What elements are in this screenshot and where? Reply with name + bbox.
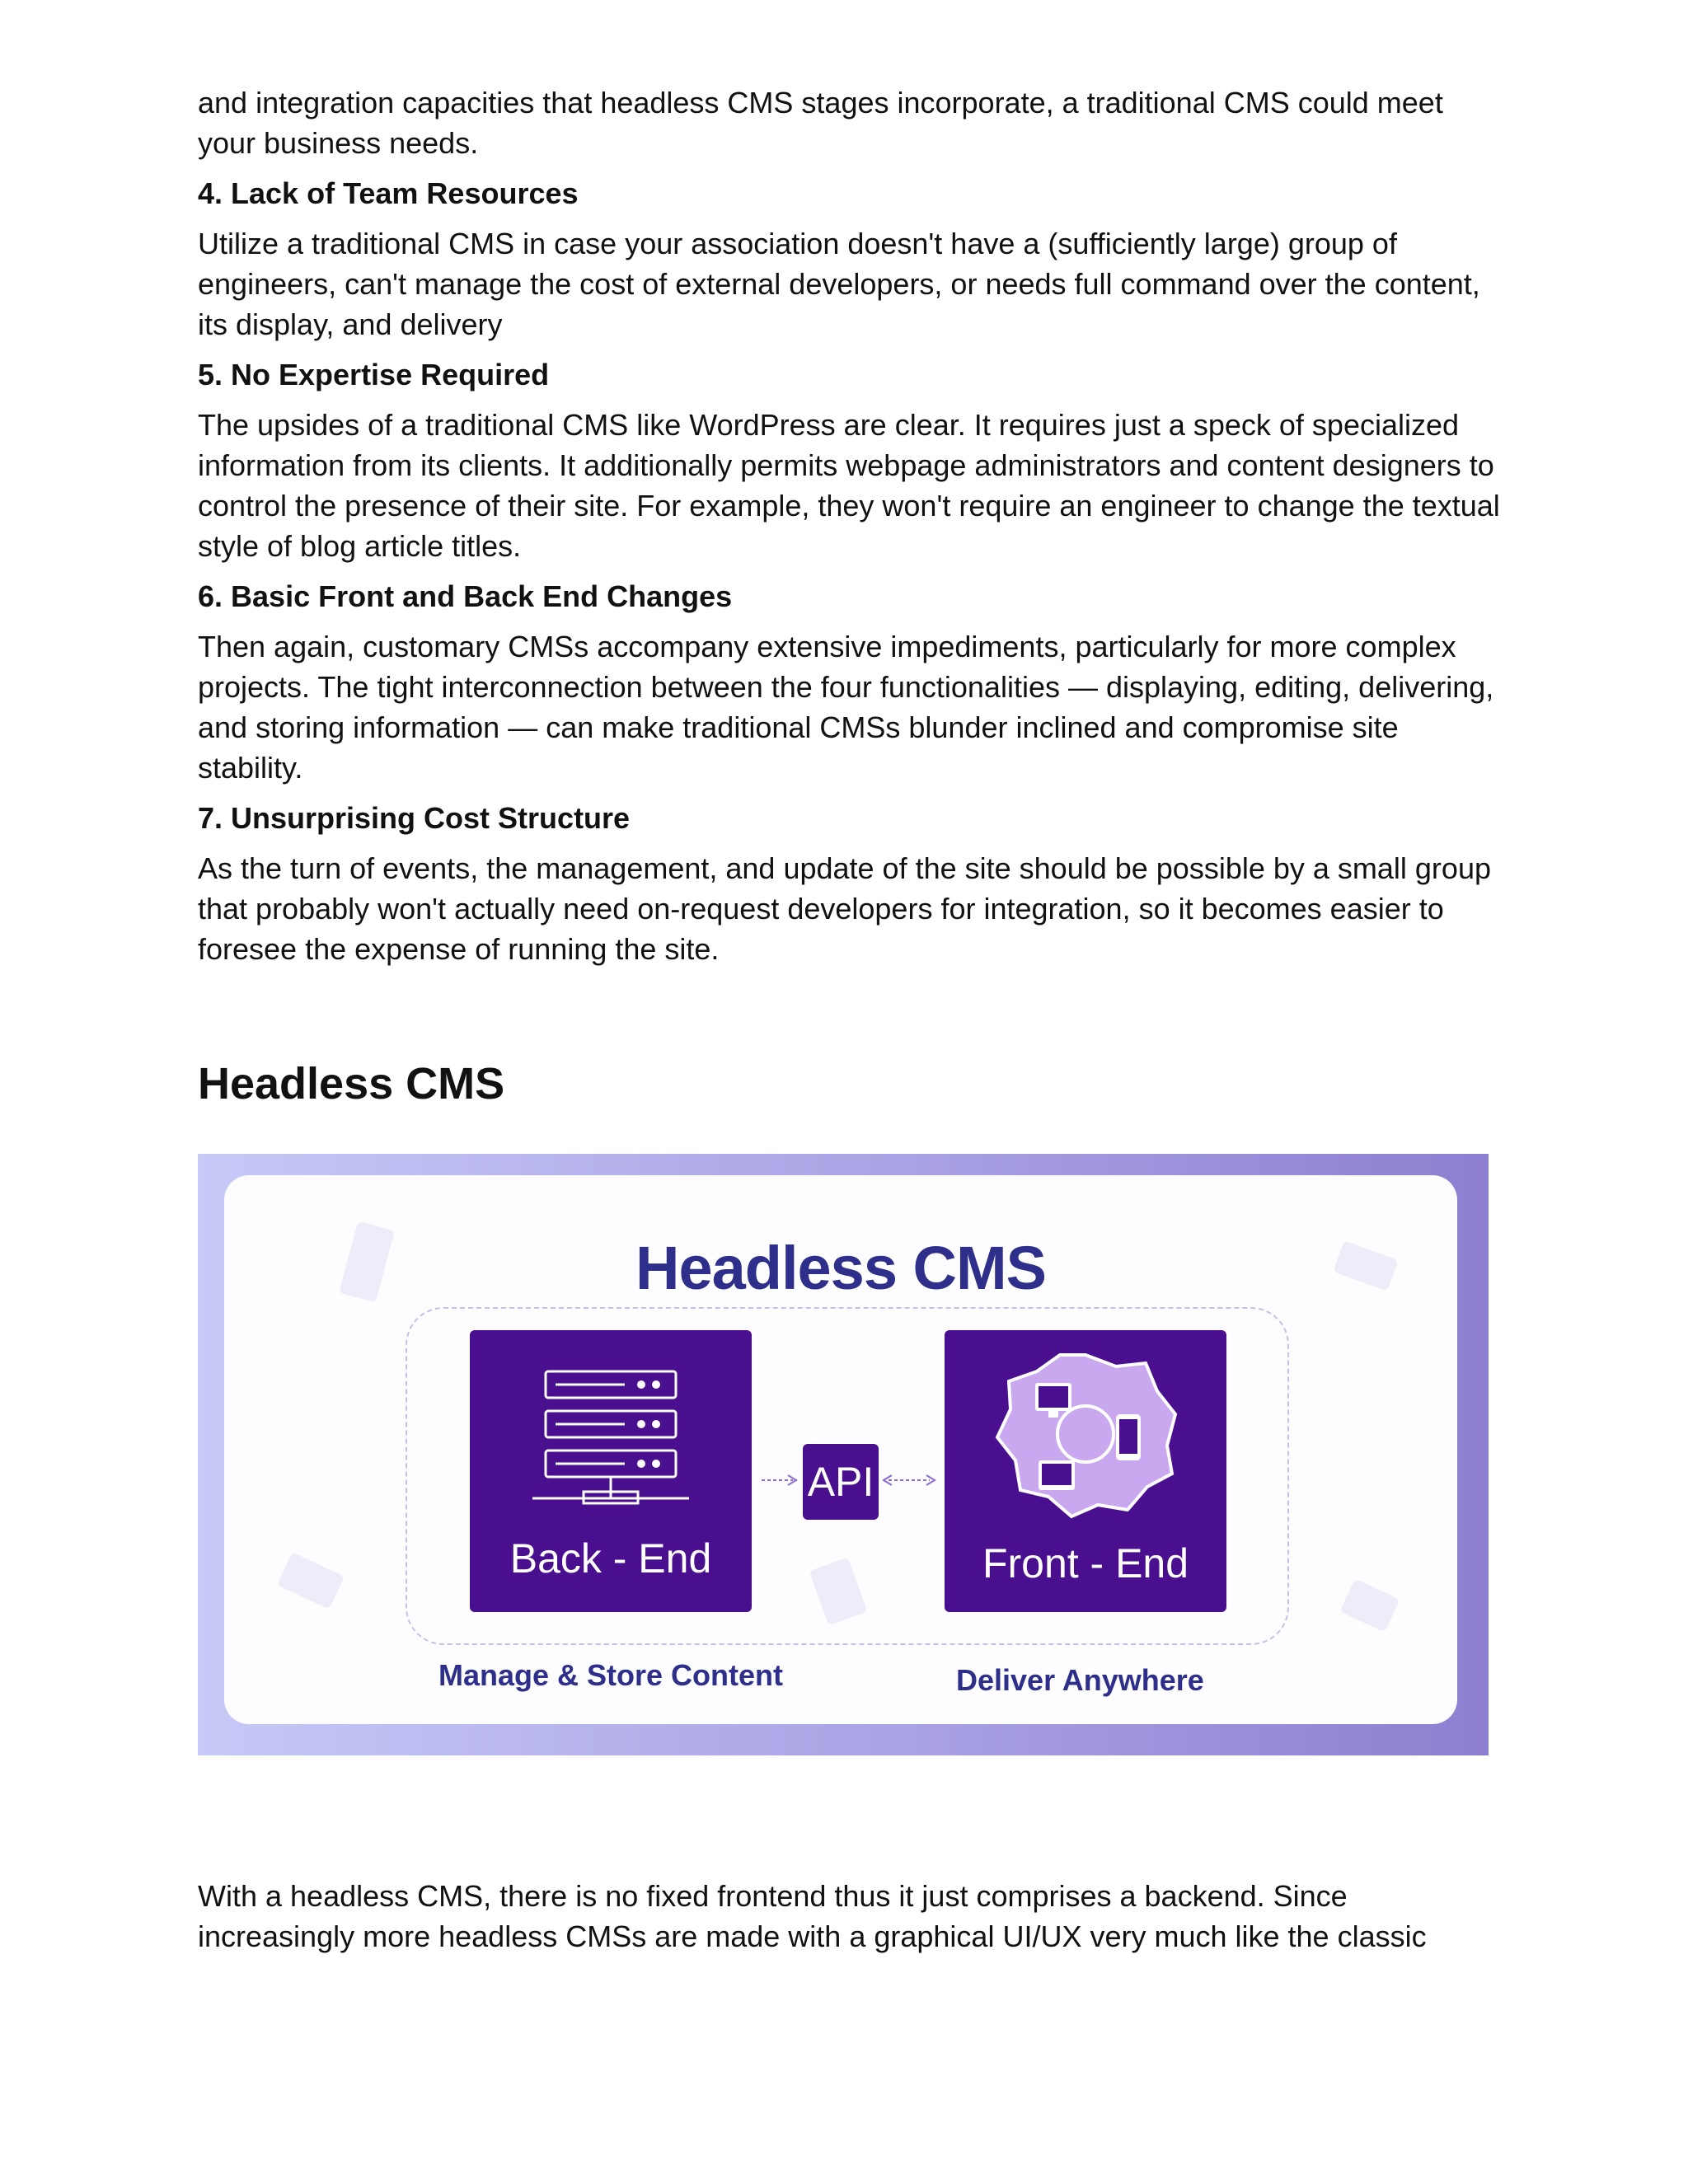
- backend-box: [470, 1330, 752, 1612]
- devices-icon: [992, 1348, 1179, 1521]
- figure-title: Headless CMS: [635, 1234, 1046, 1302]
- caption-manage-store: Manage & Store Content: [438, 1658, 784, 1692]
- section-heading: 5. No Expertise Required: [198, 358, 550, 391]
- section-heading: 4. Lack of Team Resources: [198, 176, 579, 210]
- section-heading: 6. Basic Front and Back End Changes: [198, 579, 733, 613]
- caption-deliver-anywhere: Deliver Anywhere: [956, 1663, 1204, 1697]
- server-icon: [532, 1363, 689, 1511]
- frontend-label: Front - End: [982, 1540, 1189, 1586]
- figure-card: [224, 1175, 1457, 1724]
- closing-paragraph: With a headless CMS, there is no fixed frontend thus it just comprises a backend. Since increasingly more headless CMSs are made with a graphical UI/UX very much like the classic: [198, 1879, 1427, 1953]
- document-body: [198, 82, 1500, 969]
- headless-cms-heading: Headless CMS: [198, 1059, 505, 1108]
- double-arrow-icon: [882, 1472, 936, 1488]
- section-body: Then again, customary CMSs accompany extensive impediments, particularly for more complex projects. The tight interconnection between the four functionalities — displaying, editing, delivering, and storing information — can make traditional CMSs blunder inclined and compromise site stability.: [198, 630, 1494, 785]
- backend-label: Back - End: [509, 1535, 712, 1582]
- section-heading: 7. Unsurprising Cost Structure: [198, 801, 631, 835]
- section-body: As the turn of events, the management, and update of the site should be possible by a small group that probably won't actually need on-request developers for integration, so it becomes easier to foresee the expense of running the site.: [198, 851, 1491, 966]
- arrow-right-icon: [760, 1472, 799, 1488]
- section-body: The upsides of a traditional CMS like WordPress are clear. It requires just a speck of specialized information from its clients. It additionally permits webpage administrators and content designers to control the presence of their site. For example, they won't require an engineer to change the textual style of blog article titles.: [198, 408, 1500, 563]
- api-badge: API: [803, 1444, 879, 1520]
- section-body: Utilize a traditional CMS in case your association doesn't have a (sufficiently large) group of engineers, can't manage the cost of external developers, or needs full command over the content, its display, and delivery: [198, 227, 1480, 341]
- headless-cms-figure: [198, 1154, 1489, 1755]
- intro-paragraph: and integration capacities that headless CMS stages incorporate, a traditional CMS could meet your business needs.: [198, 86, 1443, 160]
- frontend-box: [945, 1330, 1226, 1612]
